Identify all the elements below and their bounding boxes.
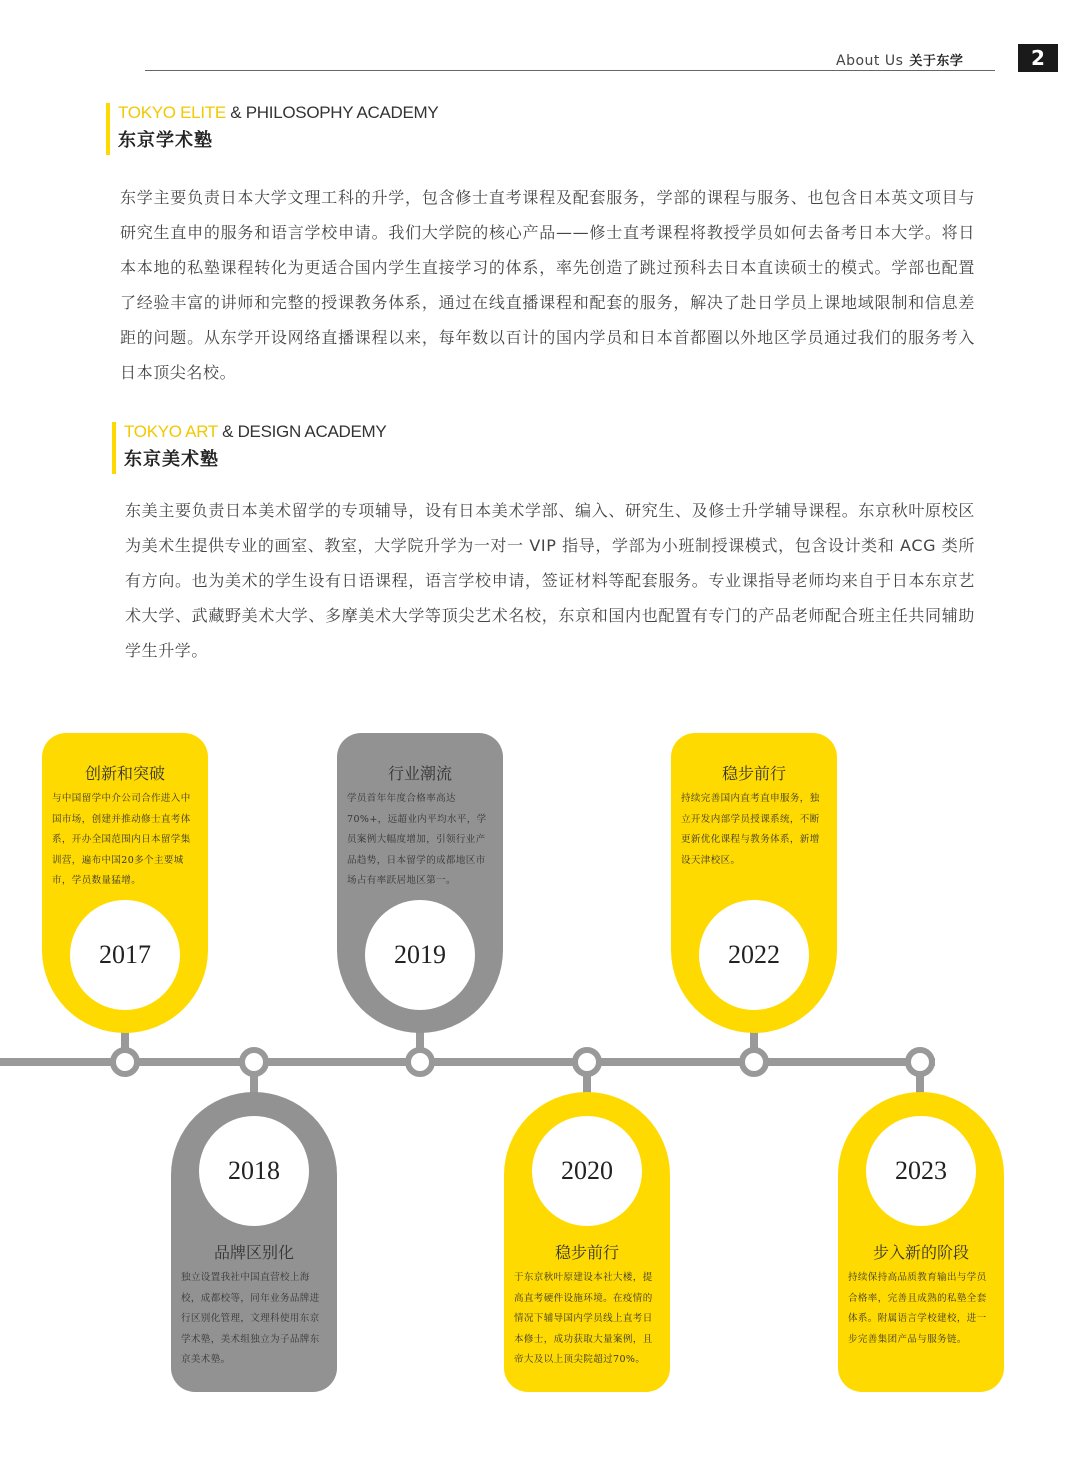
timeline-card-2018 (171, 1092, 337, 1392)
timeline-card-2017 (42, 733, 208, 1033)
timeline-card-2019 (337, 733, 503, 1033)
timeline-card-title: 品牌区别化 (213, 1243, 294, 1262)
timeline-card-year: 2019 (365, 900, 475, 1010)
timeline-card-year: 2023 (866, 1116, 976, 1226)
timeline-card-text: 于东京秋叶原建设本社大楼，提高直考硬件设施环境。在疫情的情况下辅导国内学员线上直考日本修士，成功获取大量案例，且帝大及以上顶尖院超过70%。 (514, 1272, 653, 1365)
section-title-cn: 东京美术塾 (124, 449, 219, 470)
timeline-card-text: 持续完善国内直考直申服务，独立开发内部学员授课系统，不断更新优化课程与教务体系，新增设天津校区。 (681, 793, 820, 866)
timeline-card-2022 (671, 733, 837, 1033)
timeline-card-2023 (838, 1092, 1004, 1392)
section-title-cn: 东京学术塾 (118, 130, 213, 151)
section-title-en-accent: TOKYO ELITE (118, 103, 226, 122)
section-title-en-rest: & DESIGN ACADEMY (217, 422, 387, 441)
section-title-en-accent: TOKYO ART (124, 422, 218, 441)
timeline-card-year: 2017 (70, 900, 180, 1010)
timeline-axis (0, 1058, 935, 1066)
timeline-card-year: 2020 (532, 1116, 642, 1226)
timeline-card-title: 稳步前行 (554, 1243, 619, 1262)
timeline-card-title: 稳步前行 (721, 764, 786, 783)
section-body-elite: 东学主要负责日本大学文理工科的升学，包含修士直考课程及配套服务，学部的课程与服务、也包含日本英文项目与研究生直申的服务和语言学校申请。我们大学院的核心产品——修士直考课程将教授学员如何去备考日本大学。将日本本地的私塾课程转化为更适合国内学生直接学习的体系，率先创造了跳过预科去日本直读硕士的模式。学部也配置了经验丰富的讲师和完整的授课教务体系，通过在线直播课程和配套的服务，解决了赴日学员上课地域限制和信息差距的问题。从东学开设网络直播课程以来，每年数以百计的国内学员和日本首都圈以外地区学员通过我们的服务考入日本顶尖名校。 (120, 188, 975, 382)
timeline-node (405, 1047, 435, 1077)
timeline-node (572, 1047, 602, 1077)
timeline-card-2020 (504, 1092, 670, 1392)
timeline-card-title: 创新和突破 (84, 764, 165, 783)
header-label-cn: 关于东学 (909, 54, 964, 69)
timeline-node (739, 1047, 769, 1077)
timeline-card-title: 行业潮流 (387, 764, 452, 783)
timeline-card-year: 2022 (699, 900, 809, 1010)
timeline-card-text: 独立设置我社中国直营校上海校，成都校等，同年业务品牌进行区别化管理，文理科使用东京学术塾，美术组独立为子品牌东京美术塾。 (181, 1272, 320, 1365)
header-label-en: About Us (836, 53, 904, 69)
timeline-node (110, 1047, 140, 1077)
timeline-node (239, 1047, 269, 1077)
section-body-art: 东美主要负责日本美术留学的专项辅导，设有日本美术学部、编入、研究生、及修士升学辅导课程。东京秋叶原校区为美术生提供专业的画室、教室，大学院升学为一对一 VIP 指导，学部为小班制授课模式，包含设计类和 ACG 类所有方向。也为美术的学生设有日语课程，语言学校申请，签证材料等配套服务。专业课指导老师均来自于日本东京艺术大学、武藏野美术大学、多摩美术大学等顶尖艺术名校，东京和国内也配置有专门的产品老师配合班主任共同辅助学生升学。 (125, 501, 975, 660)
timeline-card-text: 学员首年年度合格率高达70%+，远超业内平均水平，学员案例大幅度增加，引领行业产品趋势，日本留学的成都地区市场占有率跃居地区第一。 (347, 793, 487, 886)
section-title-en-rest: & PHILOSOPHY ACADEMY (225, 103, 439, 122)
timeline-card-text: 与中国留学中介公司合作进入中国市场，创建并推动修士直考体系，开办全国范围内日本留学集训营，遍布中国20多个主要城市，学员数量猛增。 (52, 793, 191, 886)
timeline-card-title: 步入新的阶段 (872, 1243, 969, 1262)
timeline-card-text: 持续保持高品质教育输出与学员合格率，完善且成熟的私塾全套体系。附属语言学校建校，进一步完善集团产品与服务链。 (848, 1272, 987, 1345)
page-number: 2 (1018, 44, 1058, 72)
timeline-card-year: 2018 (199, 1116, 309, 1226)
timeline-node (905, 1047, 935, 1077)
